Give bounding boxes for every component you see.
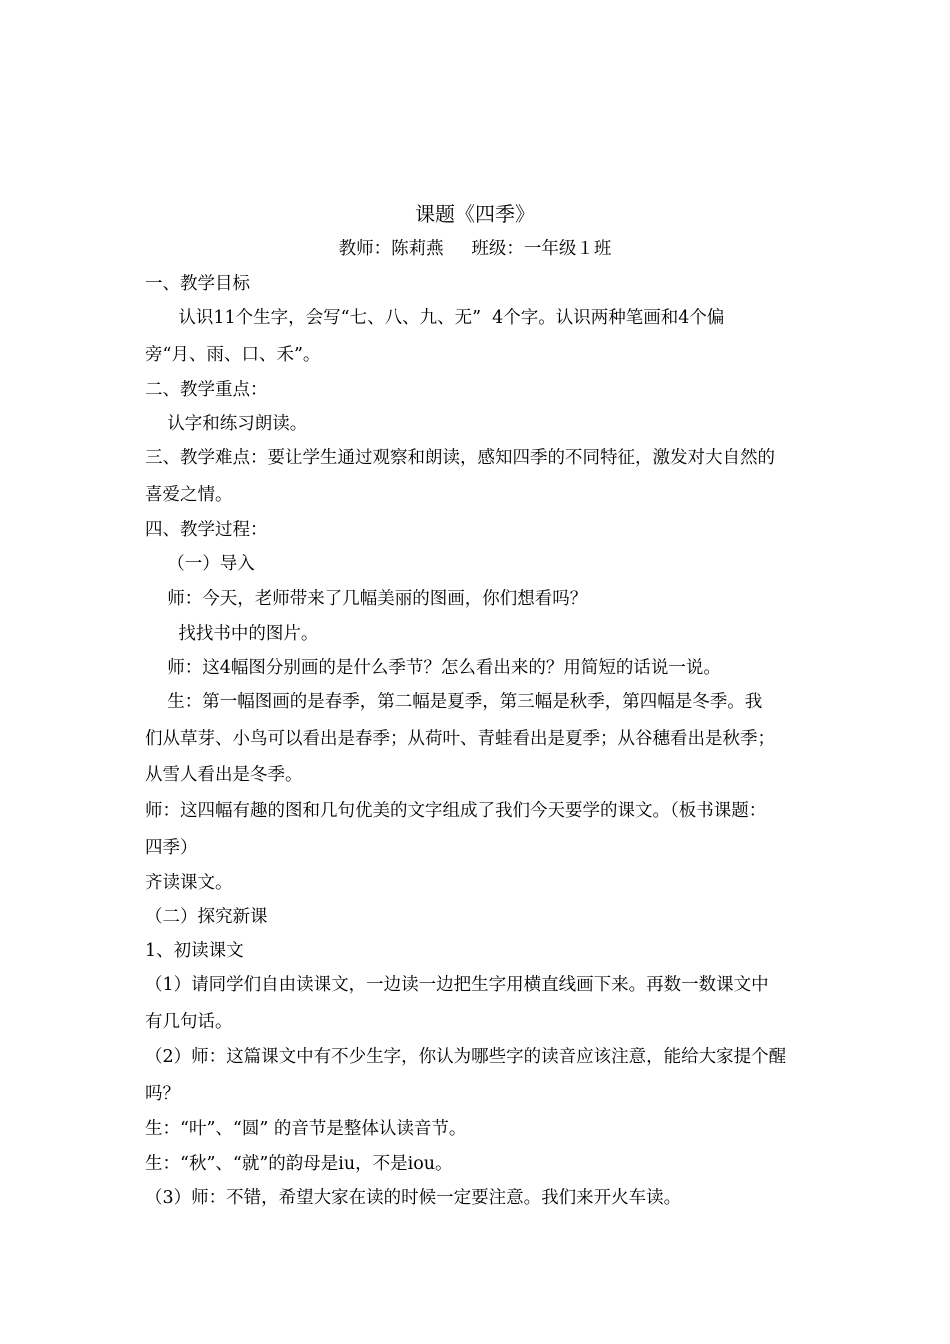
paragraph-line: 认字和练习朗读。 [145, 414, 308, 434]
paragraph-line: 生：第一幅图画的是春季，第二幅是夏季，第三幅是秋季，第四幅是冬季。我 [145, 692, 763, 712]
document-title: 课题《四季》 [415, 202, 535, 226]
paragraph-line: 认识11个生字，会写“七、八、九、无” 4个字。认识两种笔画和4个偏 [145, 308, 725, 328]
subsection-heading-intro: （一）导入 [145, 554, 255, 574]
paragraph-line: 找找书中的图片。 [145, 624, 319, 644]
paragraph-line: 齐读课文。 [145, 873, 233, 893]
paragraph-line: 旁“月、雨、口、禾”。 [145, 345, 321, 365]
paragraph-line: （2）师：这篇课文中有不少生字，你认为哪些字的读音应该注意，能给大家提个醒 [145, 1047, 787, 1067]
section-heading-objectives: 一、教学目标 [145, 274, 250, 294]
section-heading-difficulties: 三、教学难点：要让学生通过观察和朗读，感知四季的不同特征，激发对大自然的 [145, 448, 775, 468]
paragraph-line: 师：这四幅有趣的图和几句优美的文字组成了我们今天要学的课文。（板书课题： [145, 801, 767, 821]
paragraph-line: 吗？ [145, 1084, 180, 1104]
paragraph-line: 生：“秋”、“就”的韵母是iu，不是iou。 [145, 1154, 453, 1174]
paragraph-line: 师：这4幅图分别画的是什么季节？怎么看出来的？用简短的话说一说。 [145, 658, 721, 678]
paragraph-line: 们从草芽、小鸟可以看出是春季；从荷叶、青蛙看出是夏季；从谷穗看出是秋季； [145, 729, 775, 749]
paragraph-line: 四季） [145, 838, 198, 858]
teacher-class-info: 教师：陈莉燕 班级：一年级１班 [338, 239, 612, 259]
paragraph-line: （1）请同学们自由读课文，一边读一边把生字用横直线画下来。再数一数课文中 [145, 975, 769, 995]
section-heading-key-points: 二、教学重点： [145, 380, 268, 400]
paragraph-line: 有几句话。 [145, 1012, 233, 1032]
paragraph-line: 师：今天，老师带来了几幅美丽的图画，你们想看吗？ [145, 589, 588, 609]
section-heading-process: 四、教学过程： [145, 520, 268, 540]
paragraph-line: （3）师：不错，希望大家在读的时候一定要注意。我们来开火车读。 [145, 1188, 682, 1208]
subsection-heading-first-read: 1、初读课文 [145, 941, 244, 961]
subsection-heading-explore: （二）探究新课 [145, 907, 268, 927]
paragraph-line: 从雪人看出是冬季。 [145, 765, 303, 785]
paragraph-line: 喜爱之情。 [145, 485, 233, 505]
paragraph-line: 生：“叶”、“圆” 的音节是整体认读音节。 [145, 1119, 467, 1139]
